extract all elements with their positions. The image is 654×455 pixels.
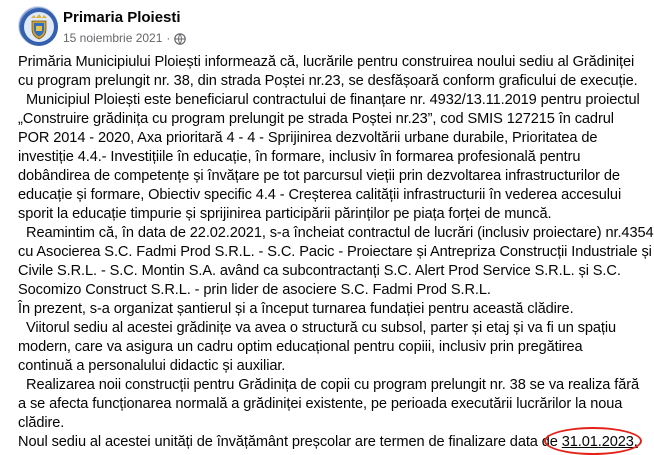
post-line: Municipiul Ploiești este beneficiarul contractului de finanțare nr. 4932/13.11.2019 pentru proiectul (26, 92, 640, 108)
post-line: Primăria Municipiului Ploiești informează că, lucrările pentru construirea noului sediu al Grădiniței (18, 54, 635, 70)
deadline-prefix: Noul sediu al acestei unități de învățământ preșcolar are termen de finalizare data de (18, 434, 562, 450)
post-line: clădire. (18, 415, 65, 431)
post-meta (63, 30, 186, 45)
post-text (18, 53, 654, 433)
post-line: cu Asocierea S.C. Fadmi Prod S.R.L. - S.C. Pacic - Proiectare și Antrepriza Construcții Industriale și (18, 244, 652, 260)
post-line: POR 2014 - 2020, Axa prioritară 4 - 4 - Sprijinirea dezvoltării urbane durabile, Prioritatea de (18, 130, 598, 146)
post-line: Viitorul sediu al acestei grădinițe va avea o structură cu subsol, parter și etaj și va fi un spațiu (26, 320, 617, 336)
post-line: Socomizo Construct S.R.L. - prin lider de asociere S.C. Fadmi Prod S.R.L. (18, 282, 491, 298)
meta-separator: · (166, 30, 171, 45)
post-date[interactable]: 15 noiembrie 2021 (63, 30, 163, 45)
post-line: sporit la educație timpurie și sprijinirea participării părinților pe piața forței de muncă. (18, 206, 552, 222)
post-body (18, 53, 654, 452)
post-line: „Construire grădinița cu program prelungit pe strada Poștei nr.23”, cod SMIS 127215 în cadrul (18, 111, 614, 127)
post-line: Reamintim că, în data de 22.02.2021, s-a încheiat contractul de lucrări (inclusiv proiectare) nr.4354 (26, 225, 654, 241)
post-line: a se afecta funcționarea normală a grădiniței existente, pe perioada executării lucrărilor la noua (18, 396, 623, 412)
post-line: cu program prelungit nr. 38, din strada Poștei nr.23, se desfășoară conform graficului de execuție. (18, 73, 638, 89)
deadline-highlight (562, 433, 638, 452)
post-line: educație și formare, Obiectiv specific 4.4 - Creșterea calității infrastructurii în vederea accesului (18, 187, 622, 203)
avatar[interactable] (18, 6, 58, 46)
post-line: continuă a personalului didactic și auxiliar. (18, 358, 286, 374)
municipal-crest-icon (19, 7, 59, 47)
page-name[interactable]: Primaria Ploiesti (63, 9, 181, 26)
deadline-date: 31.01.2023. (561, 434, 638, 450)
post-header (0, 0, 597, 52)
post-line: Civile S.R.L. - S.C. Montin S.A. având ca subcontractanți S.C. Alert Prod Service S.R.L. și S.C. (18, 263, 621, 279)
globe-icon[interactable] (174, 32, 186, 44)
post-line: În prezent, s-a organizat șantierul și a început turnarea fundației pentru această clădire. (18, 301, 574, 317)
post-line-deadline (18, 433, 638, 452)
post-line: modern, care va asigura un cadru optim educațional pentru copiii, inclusiv prin pregătirea (18, 339, 583, 355)
post-line: investiție 4.4.- Investițiile în educație, în formare, inclusiv în formarea profesională pentru (18, 149, 581, 165)
post-line: Realizarea noii construcții pentru Grădinița de copii cu program prelungit nr. 38 se va realiza fără (26, 377, 639, 393)
post-line: dobândirea de competențe și învățare pe tot parcursul vieții prin dezvoltarea infrastructurilor de (18, 168, 620, 184)
